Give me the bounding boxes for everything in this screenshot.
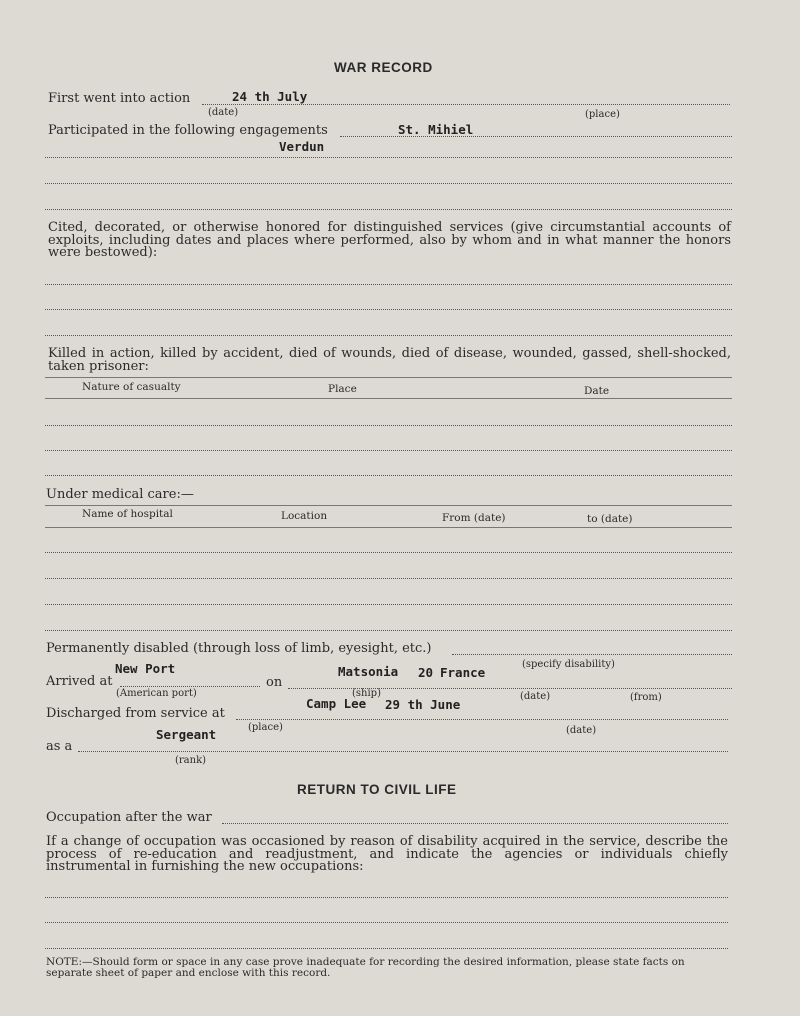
footnote: NOTE:—Should form or space in any case prove inadequate for recording the desired information, please state facts on separate sheet of paper and enclose with this record.	[46, 956, 685, 979]
engagements-line-4	[45, 209, 732, 210]
first-action-date-caption: (date)	[208, 107, 239, 118]
engagements-line-2	[45, 157, 732, 158]
casualty-col-date: Date	[584, 385, 610, 397]
occupation-label: Occupation after the war	[46, 810, 212, 825]
discharge-as-label: as a	[46, 739, 73, 754]
discharge-rank-caption: (rank)	[175, 755, 207, 766]
arrival-from-value: France	[440, 665, 486, 680]
cited-line-3	[45, 335, 732, 336]
disabled-line	[452, 654, 732, 655]
engagement-value-2: Verdun	[279, 139, 325, 154]
arrival-ship-value: Matsonia	[338, 664, 399, 679]
medical-header-rule	[45, 505, 732, 506]
first-action-place-caption: (place)	[585, 109, 620, 120]
medical-col-to: to (date)	[587, 513, 633, 525]
casualty-text: Killed in action, killed by accident, died of wounds, died of disease, wounded, gassed, shell-shocked, taken prisoner:	[48, 346, 731, 374]
medical-header-rule-2	[45, 527, 732, 528]
discharge-date-caption: (date)	[566, 725, 597, 736]
medical-col-location: Location	[281, 510, 328, 522]
cited-line-2	[45, 309, 732, 310]
first-action-label: First went into action	[48, 91, 191, 106]
arrival-date-value: 20	[418, 665, 434, 680]
medical-line-4	[45, 630, 732, 631]
casualty-header-rule	[45, 377, 732, 378]
cited-text: Cited, decorated, or otherwise honored for distinguished services (give circumstantial accounts of exploits, including dates and places where performed, also by whom and in what manner the honors were bestowed):	[48, 220, 731, 260]
engagements-line-3	[45, 183, 732, 184]
civil-line-2	[45, 922, 728, 923]
engagements-label: Participated in the following engagements	[48, 123, 328, 138]
arrival-date-caption: (date)	[520, 691, 551, 702]
discharge-rank-line	[78, 751, 728, 752]
change-text: If a change of occupation was occasioned by reason of disability acquired in the service, describe the process of re-education and readjustment, and indicate the agencies or individuals chiefly instrumental in furnishing the new occupations:	[46, 834, 728, 874]
medical-col-from: From (date)	[442, 512, 506, 524]
disabled-caption: (specify disability)	[522, 659, 615, 670]
medical-line-2	[45, 578, 732, 579]
arrival-from-caption: (from)	[630, 692, 662, 703]
arrival-port-caption: (American port)	[116, 688, 197, 699]
discharge-rank-value: Sergeant	[156, 727, 217, 742]
civil-line-1	[45, 897, 728, 898]
first-action-date-value: 24 th July	[232, 89, 308, 104]
medical-col-hospital: Name of hospital	[82, 508, 173, 520]
occupation-line	[222, 823, 728, 824]
casualty-line-3	[45, 475, 732, 476]
casualty-header-rule-2	[45, 398, 732, 399]
cited-line-1	[45, 284, 732, 285]
disabled-label: Permanently disabled (through loss of limb, eyesight, etc.)	[46, 641, 432, 656]
first-action-line	[202, 104, 730, 105]
medical-line-1	[45, 552, 732, 553]
discharge-date-value: 29 th June	[385, 697, 461, 712]
discharge-line	[236, 719, 728, 720]
form-title: WAR RECORD	[334, 60, 433, 75]
civil-line-3	[45, 948, 728, 949]
discharge-place-value: Camp Lee	[306, 696, 367, 711]
casualty-line-1	[45, 425, 732, 426]
arrival-port-line	[120, 686, 260, 687]
medical-line-3	[45, 604, 732, 605]
discharge-label: Discharged from service at	[46, 706, 225, 721]
arrival-ship-caption: (ship)	[352, 688, 381, 699]
arrival-port-value: New Port	[115, 661, 176, 676]
medical-label: Under medical care:—	[46, 487, 194, 502]
arrival-on-label: on	[266, 675, 283, 690]
discharge-place-caption: (place)	[248, 722, 283, 733]
casualty-line-2	[45, 450, 732, 451]
engagement-value-1: St. Mihiel	[398, 122, 474, 137]
casualty-col-nature: Nature of casualty	[82, 381, 181, 393]
civil-title: RETURN TO CIVIL LIFE	[297, 782, 457, 797]
arrival-label: Arrived at	[46, 674, 113, 689]
casualty-col-place: Place	[328, 383, 357, 395]
